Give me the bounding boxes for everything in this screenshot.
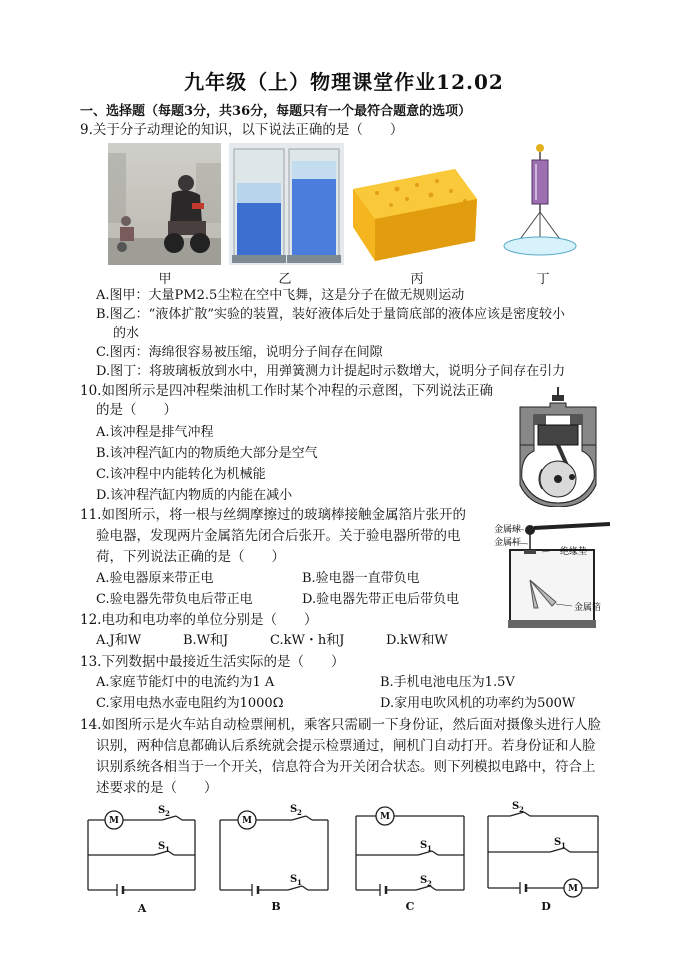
q10-stem: 10.如图所示是四冲程柴油机工作时某个冲程的示意图，下列说法正确 (80, 383, 493, 399)
switch-label-a-sub: 2 (165, 809, 170, 818)
switch-label-c-s2: S (420, 875, 428, 886)
q10-option-c: C.该冲程中内能转化为机械能 (96, 467, 266, 482)
q9-option-b: B.图乙：“液体扩散”实验的装置，装好液体后处于量筒底部的液体应该是密度较小 (96, 307, 565, 322)
q13-option-a: A.家庭节能灯中的电流约为1 A (96, 675, 275, 690)
q9-figure-smog (108, 143, 221, 265)
q13-option-c: C.家用电热水壶电阻约为1000Ω (96, 696, 284, 711)
q11-option-a: A.验电器原来带正电 (96, 571, 214, 586)
q9-caption-bing: 丙 (410, 272, 424, 287)
circuit-c (356, 816, 464, 896)
page-title: 九年级（上）物理课堂作业12.02 (184, 70, 504, 94)
q14-stem-cont2: 识别系统各相当于一个开关，信息符合为开关闭合状态。则下列模拟电路中，符合上 (96, 759, 596, 775)
q12-stem: 12.电功和电功率的单位分别是（ ） (80, 612, 318, 628)
q12-option-b: B.W和J (183, 633, 229, 648)
motor-label-d: M (568, 884, 578, 894)
switch-label-a-s1: S (158, 841, 166, 852)
q11-electroscope-diagram (494, 520, 610, 632)
switch-label-c-s: S (420, 840, 428, 851)
label-metal-ball: 金属球 (494, 525, 522, 535)
switch-label-c-sub: 1 (427, 844, 432, 853)
q11-option-b: B.验电器一直带负电 (302, 571, 420, 586)
q14-stem-cont1: 识别，两种信息都确认后系统就会提示检票通过，闸机门自动打开。若身份证和人脸 (96, 738, 596, 754)
label-metal-foil: 金属箔 (574, 603, 602, 613)
q13-option-b: B.手机电池电压为1.5V (380, 675, 515, 690)
switch-label-b-sub: 2 (297, 808, 302, 817)
switch-label-b-sub1: 1 (297, 878, 302, 887)
q10-option-a: A.该冲程是排气冲程 (96, 425, 214, 440)
q9-caption-jia: 甲 (158, 272, 172, 287)
q14-stem-cont3: 述要求的是（ ） (96, 780, 218, 796)
label-metal-rod: 金属杆 (494, 538, 522, 548)
q9-option-a: A.图甲：大量PM2.5尘粒在空中飞舞，这是分子在做无规则运动 (96, 288, 465, 303)
q11-option-c: C.验电器先带负电后带正电 (96, 592, 253, 607)
q12-option-d: D.kW和W (386, 633, 448, 648)
switch-label-d-sub1: 1 (561, 841, 566, 850)
q10-engine-diagram (512, 385, 604, 507)
switch-label-b-s1: S (290, 874, 298, 885)
circuit-label-d: D (541, 900, 551, 913)
q9-option-c: C.图丙：海绵很容易被压缩，说明分子间存在间隙 (96, 345, 383, 360)
circuit-a (88, 816, 195, 896)
q10-option-b: B.该冲程汽缸内的物质绝大部分是空气 (96, 446, 318, 461)
q12-option-c: C.kW・h和J (270, 633, 345, 648)
q9-caption-ding: 丁 (536, 272, 550, 287)
label-insulating-pad: 绝缘垫 (560, 547, 588, 557)
q12-option-a: A.J和W (96, 633, 142, 648)
switch-label-a-s: S (158, 805, 166, 816)
circuit-label-c: C (405, 900, 415, 913)
q11-stem-cont2: 荷，下列说法正确的是（ ） (96, 549, 285, 565)
switch-label-d-sub: 2 (519, 805, 524, 814)
switch-label-c-sub2: 2 (427, 879, 432, 888)
q14-stem: 14.如图所示是火车站自动检票闸机，乘客只需刷一下身份证，然后面对摄像头进行人脸 (80, 717, 601, 733)
motor-label-b: M (242, 816, 252, 826)
q9-caption-yi: 乙 (278, 272, 292, 287)
q9-option-b-cont: 的水 (113, 326, 140, 341)
circuit-b (220, 816, 328, 896)
motor-label-a: M (109, 816, 119, 826)
circuit-label-b: B (271, 900, 281, 913)
switch-label-b-s: S (290, 804, 298, 815)
q9-figure-sponge (347, 143, 481, 265)
q10-stem-cont: 的是（ ） (96, 402, 177, 418)
q14-circuits (80, 800, 620, 918)
motor-label-c: M (380, 812, 390, 822)
q9-option-d: D.图丁：将玻璃板放到水中，用弹簧测力计提起时示数增大，说明分子间存在引力 (96, 364, 566, 379)
q9-stem: 9.关于分子动理论的知识，以下说法正确的是（ ） (80, 122, 404, 138)
q13-option-d: D.家用电吹风机的功率约为500W (380, 696, 576, 711)
circuit-d (488, 812, 598, 894)
q9-figure-diffusion-cylinders (229, 143, 344, 265)
q13-stem: 13.下列数据中最接近生活实际的是（ ） (80, 654, 345, 670)
circuit-label-a: A (137, 902, 147, 915)
section-heading: 一、选择题（每题3分，共36分，每题只有一个最符合题意的选项） (80, 104, 472, 119)
switch-label-d-s1: S (554, 837, 562, 848)
q11-stem: 11.如图所示，将一根与丝绸摩擦过的玻璃棒接触金属箔片张开的 (80, 507, 466, 523)
switch-label-d-s: S (512, 801, 520, 812)
q9-figure-spring-scale (503, 140, 583, 265)
switch-label-a-sub1: 1 (165, 845, 170, 854)
q11-stem-cont1: 验电器，发现两片金属箔先闭合后张开。关于验电器所带的电 (96, 528, 461, 544)
q10-option-d: D.该冲程汽缸内物质的内能在减小 (96, 488, 293, 503)
q11-option-d: D.验电器先带正电后带负电 (302, 592, 460, 607)
